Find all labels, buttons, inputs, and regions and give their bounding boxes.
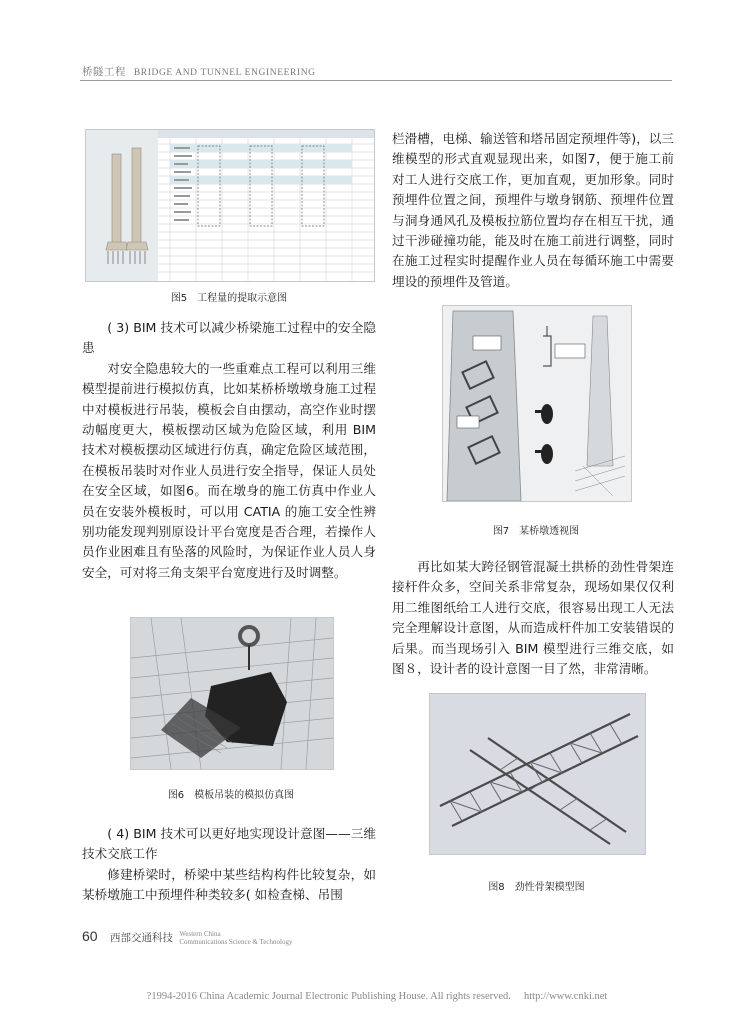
running-header <box>82 64 316 79</box>
right-column-middle-text <box>392 557 674 679</box>
left-column-lower-text <box>82 824 376 906</box>
figure-7-illustration <box>443 306 631 501</box>
figure-5-caption: 图5 工程量的提取示意图 <box>170 293 288 304</box>
running-header-en: BRIDGE AND TUNNEL ENGINEERING <box>133 68 316 78</box>
left-column-text <box>82 318 376 583</box>
journal-name-cn: 西部交通科技 <box>110 932 173 944</box>
figure-6-image <box>130 617 334 770</box>
right-column-text <box>392 129 674 292</box>
journal-name-en-line1: Western China <box>179 930 221 938</box>
page-number: 60 <box>82 928 98 944</box>
section-3-body: 对安全隐患较大的一些重难点工程可以利用三维模型提前进行模拟仿真，比如某桥桥墩墩身施工过程中对模板进行吊装，模板会自由摆动，高空作业时摆动幅度更大，模板摆动区域为危险区域，利用 BIM 技术对模板摆动区域进行仿真，确定危险区域范围，在模板吊装时对作业人员进行安全指导，保证人员处在安全区域，如图6。而在墩身的施工仿真中作业人员在安装外模板时，可以用 CATIA 的施工安全性辨别功能发现判别原设计平台宽度是否合理，若操作人员作业困难且有坠落的风险时，为保证作业人员人身安全，可对将三角支架平台宽度进行及时调整。 <box>82 360 376 580</box>
section-3-heading: ( 3) BIM 技术可以减少桥梁施工过程中的安全隐患 <box>82 320 376 356</box>
figure-5-image <box>85 129 375 282</box>
journal-name-en-line2: Communications Science & Technology <box>179 938 293 946</box>
figure-8-caption: 图8 劲性骨架模型图 <box>488 882 585 893</box>
figure-5-illustration <box>86 130 374 281</box>
figure-6-illustration <box>131 618 333 769</box>
figure-6-caption: 图6 模板吊装的模拟仿真图 <box>167 790 295 801</box>
figure-7-caption: 图7 某桥墩透视图 <box>492 526 580 537</box>
copyright-notice: ?1994-2016 China Academic Journal Electronic Publishing House. All rights reserved. http://www.cnki.net <box>146 991 608 1002</box>
journal-name-en <box>179 930 292 946</box>
figure-8-illustration <box>430 694 645 854</box>
right-paragraph-2: 再比如某大跨径钢管混凝土拱桥的劲性骨架连接杆件众多，空间关系非常复杂，现场如果仅仅利用二维图纸给工人进行交底，很容易出现工人无法完全理解设计意图，从而造成杆件加工安装错误的后果。而当现场引入 BIM 模型进行三维交底，如图８，设计者的设计意图一目了然，非常清晰。 <box>392 559 674 677</box>
figure-7-image <box>442 305 632 502</box>
header-rule <box>80 80 672 81</box>
journal-name <box>110 930 292 946</box>
figure-8-image <box>429 693 646 855</box>
running-header-cn: 桥隧工程 <box>82 66 126 78</box>
section-4-body: 修建桥梁时，桥梁中某些结构构件比较复杂，如某桥墩施工中预埋件种类较多( 如检查梯、吊围 <box>82 866 376 903</box>
section-4-heading: ( 4) BIM 技术可以更好地实现设计意图——三维技术交底工作 <box>82 826 376 862</box>
right-paragraph-1: 栏滑槽，电梯、输送管和塔吊固定预埋件等)，以三维模型的形式直观显现出来，如图7，便于施工前对工人进行交底工作，更加直观，更加形象。同时预埋件位置之间，预埋件与墩身钢筋、预埋件位置与洞身通风孔及模板拉筋位置均存在相互干扰，通过干涉碰撞功能，能及时在施工前进行调整，同时在施工过程实时提醒作业人员在每循环施工中需要埋设的预埋件及管道。 <box>392 131 674 289</box>
